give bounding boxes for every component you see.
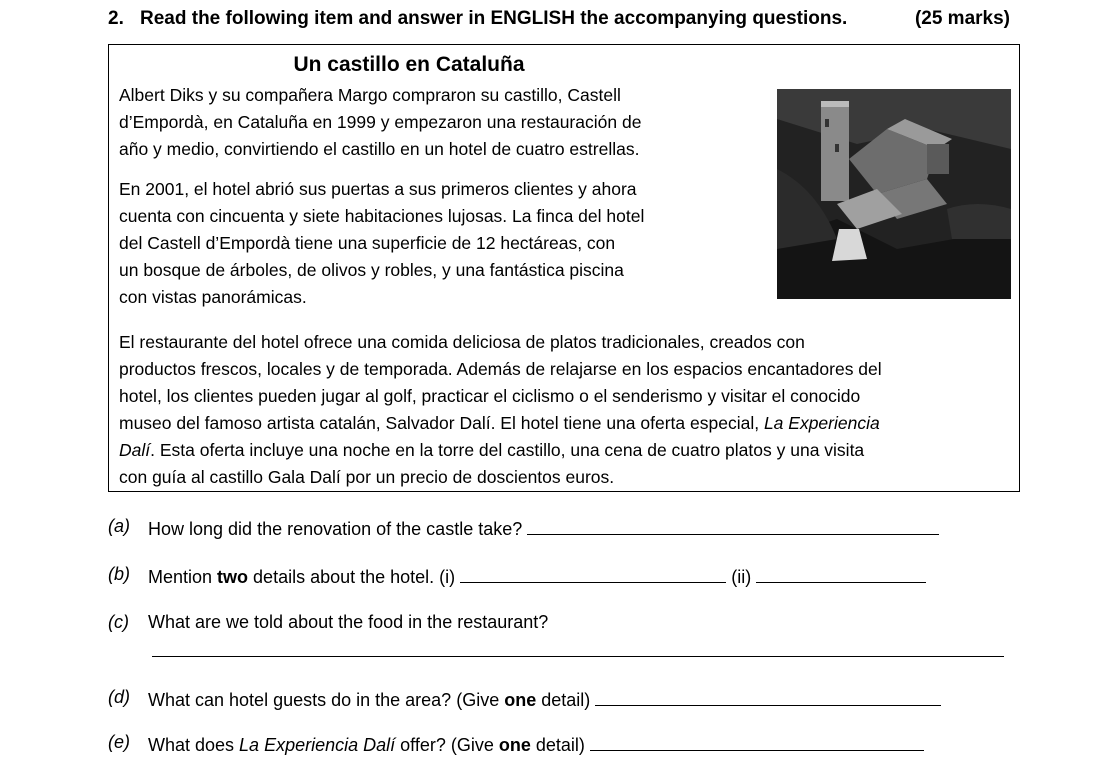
answer-a-line[interactable]: [527, 516, 939, 535]
question-a-label: (a): [108, 516, 130, 536]
answer-d-line[interactable]: [595, 687, 941, 706]
question-d-bold: one: [504, 690, 537, 710]
p3-line: hotel, los clientes pueden jugar al golf, practicar el ciclismo o el senderismo y visitar el conocido: [119, 386, 861, 406]
question-marks: (25 marks): [914, 8, 1010, 29]
question-b-bold: two: [217, 567, 249, 587]
answer-e-line[interactable]: [590, 732, 924, 751]
question-b-ii-label: (ii): [731, 567, 752, 587]
article-paragraph-2: [119, 176, 749, 311]
p3-line: museo del famoso artista catalán, Salvador Dalí. El hotel tiene una oferta especial,: [119, 413, 764, 433]
question-number: 2.: [108, 8, 124, 29]
p2-line: En 2001, el hotel abrió sus puertas a sus primeros clientes y ahora: [119, 179, 637, 199]
p1-line: año y medio, convirtiendo el castillo en un hotel de cuatro estrellas.: [119, 139, 640, 159]
question-d-text-post: detail): [536, 690, 591, 710]
question-b-label: (b): [108, 564, 130, 584]
question-e-italic: La Experiencia Dalí: [239, 735, 396, 755]
question-b-text-post: details about the hotel. (i): [248, 567, 456, 587]
p1-line: d’Empordà, en Cataluña en 1999 y empezaron una restauración de: [119, 112, 642, 132]
p2-line: con vistas panorámicas.: [119, 287, 307, 307]
p1-line: Albert Diks y su compañera Margo compraron su castillo, Castell: [119, 85, 621, 105]
p3-line: productos frescos, locales y de temporada. Además de relajarse en los espacios encantadores del: [119, 359, 882, 379]
castle-photo-drawing: [777, 89, 1011, 299]
question-c-text: What are we told about the food in the restaurant?: [148, 612, 549, 632]
question-e-text-pre: What does: [148, 735, 240, 755]
p3-line: con guía al castillo Gala Dalí por un precio de doscientos euros.: [119, 467, 615, 487]
article-paragraph-3: [119, 329, 1019, 491]
question-instruction: Read the following item and answer in ENGLISH the accompanying questions.: [140, 8, 848, 29]
question-e-label: (e): [108, 732, 130, 752]
answer-b-i-line[interactable]: [460, 564, 726, 583]
p2-line: cuenta con cincuenta y siete habitaciones lujosas. La finca del hotel: [119, 206, 645, 226]
question-b-text-pre: Mention: [148, 567, 218, 587]
p3-italic-title: La Experiencia: [763, 413, 880, 433]
p2-line: un bosque de árboles, de olivos y robles, y una fantástica piscina: [119, 260, 624, 280]
p2-line: del Castell d’Empordà tiene una superficie de 12 hectáreas, con: [119, 233, 616, 253]
question-a-text: How long did the renovation of the castle take?: [148, 519, 523, 539]
p3-line: El restaurante del hotel ofrece una comida deliciosa de platos tradicionales, creados con: [119, 332, 805, 352]
question-e-text-mid: offer? (Give: [395, 735, 499, 755]
p3-italic-dali: Dalí: [119, 440, 151, 460]
question-c-label: (c): [108, 612, 129, 632]
castle-photo: [777, 89, 1011, 299]
question-e-bold: one: [498, 735, 531, 755]
question-e-text-post: detail): [530, 735, 585, 755]
article-title: Un castillo en Cataluña: [293, 53, 525, 76]
answer-c-line[interactable]: [152, 656, 1004, 657]
article-box: [108, 44, 1020, 492]
answer-b-ii-line[interactable]: [756, 564, 926, 583]
p3-line: . Esta oferta incluye una noche en la torre del castillo, una cena de cuatro platos y una visita: [150, 440, 865, 460]
question-d-text-pre: What can hotel guests do in the area? (Give: [148, 690, 505, 710]
article-paragraph-1: [119, 82, 749, 163]
question-d-label: (d): [108, 687, 130, 707]
